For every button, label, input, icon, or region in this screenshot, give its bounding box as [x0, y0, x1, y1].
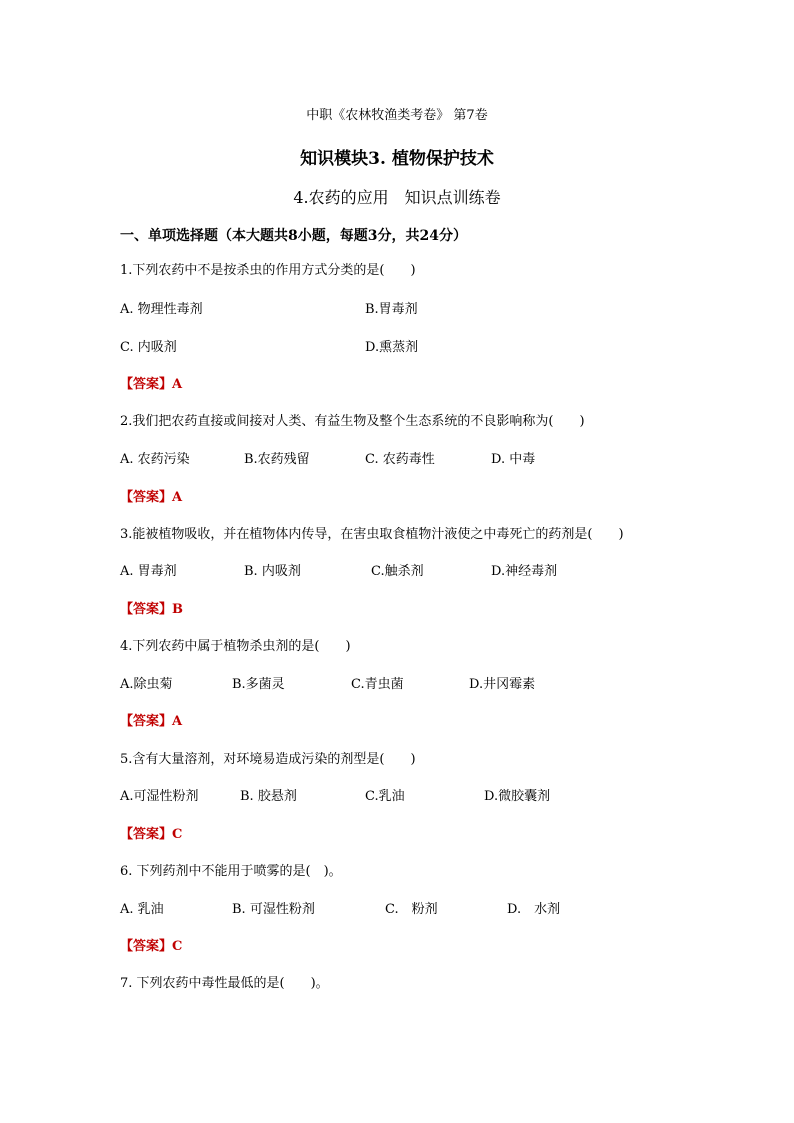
question-4-answer — [120, 713, 182, 731]
question-3-option-d: D.神经毒剂 — [491, 564, 558, 579]
question-1-option-a: A. 物理性毒剂 — [120, 302, 203, 317]
answer-label: 【答案】 — [120, 602, 173, 617]
answer-value: A — [172, 490, 183, 505]
answer-label: 【答案】 — [120, 377, 173, 392]
answer-value: C — [172, 827, 183, 842]
question-6-stem: 6. 下列药剂中不能用于喷雾的是( )。 — [120, 864, 342, 879]
answer-label: 【答案】 — [120, 714, 173, 729]
question-4-stem: 4.下列农药中属于植物杀虫剂的是( ) — [120, 639, 351, 654]
question-2-option-c: C. 农药毒性 — [365, 452, 435, 467]
question-4-option-c: C.青虫菌 — [351, 677, 404, 692]
question-4-option-d: D.井冈霉素 — [469, 677, 536, 692]
question-7-stem: 7. 下列农药中毒性最低的是( )。 — [120, 976, 329, 991]
question-3-option-b: B. 内吸剂 — [244, 564, 301, 579]
question-2-option-b: B.农药残留 — [244, 452, 310, 467]
exam-header: 中职《农林牧渔类考卷》 第7卷 — [306, 108, 488, 123]
question-3-option-a: A. 胃毒剂 — [120, 564, 177, 579]
question-1-answer — [120, 376, 182, 394]
answer-value: A — [172, 714, 183, 729]
answer-label: 【答案】 — [120, 939, 173, 954]
question-6-answer — [120, 938, 182, 956]
answer-value: A — [172, 377, 183, 392]
question-2-answer — [120, 489, 182, 507]
answer-label: 【答案】 — [120, 490, 173, 505]
question-6-option-b: B. 可湿性粉剂 — [232, 902, 315, 917]
exam-subtitle: 4.农药的应用 知识点训练卷 — [293, 188, 501, 207]
question-6-option-d: D. 水剂 — [507, 902, 561, 917]
question-6-option-a: A. 乳油 — [120, 902, 164, 917]
question-5-option-c: C.乳油 — [365, 789, 405, 804]
question-1-option-c: C. 内吸剂 — [120, 340, 177, 355]
question-5-stem: 5.含有大量溶剂，对环境易造成污染的剂型是( ) — [120, 752, 416, 767]
question-3-stem: 3.能被植物吸收，并在植物体内传导，在害虫取食植物汁液使之中毒死亡的药剂是( ) — [120, 527, 624, 542]
question-5-option-a: A.可湿性粉剂 — [120, 789, 199, 804]
question-5-answer — [120, 826, 182, 844]
question-4-option-a: A.除虫菊 — [120, 677, 173, 692]
answer-value: C — [172, 939, 183, 954]
question-4-option-b: B.多菌灵 — [232, 677, 285, 692]
question-1-stem: 1.下列农药中不是按杀虫的作用方式分类的是( ) — [120, 263, 416, 278]
question-1-option-d: D.熏蒸剂 — [365, 340, 419, 355]
answer-label: 【答案】 — [120, 827, 173, 842]
answer-value: B — [172, 602, 184, 617]
question-6-option-c: C. 粉剂 — [385, 902, 438, 917]
question-1-option-b: B.胃毒剂 — [365, 302, 418, 317]
question-2-option-a: A. 农药污染 — [120, 452, 190, 467]
question-3-option-c: C.触杀剂 — [371, 564, 424, 579]
module-title: 知识模块3. 植物保护技术 — [300, 149, 494, 169]
section-title: 一、单项选择题（本大题共8小题，每题3分，共24分） — [120, 228, 467, 244]
question-2-stem: 2.我们把农药直接或间接对人类、有益生物及整个生态系统的不良影响称为( ) — [120, 414, 585, 429]
question-5-option-b: B. 胶悬剂 — [240, 789, 297, 804]
question-2-option-d: D. 中毒 — [491, 452, 536, 467]
question-5-option-d: D.微胶囊剂 — [484, 789, 551, 804]
question-3-answer — [120, 601, 183, 619]
